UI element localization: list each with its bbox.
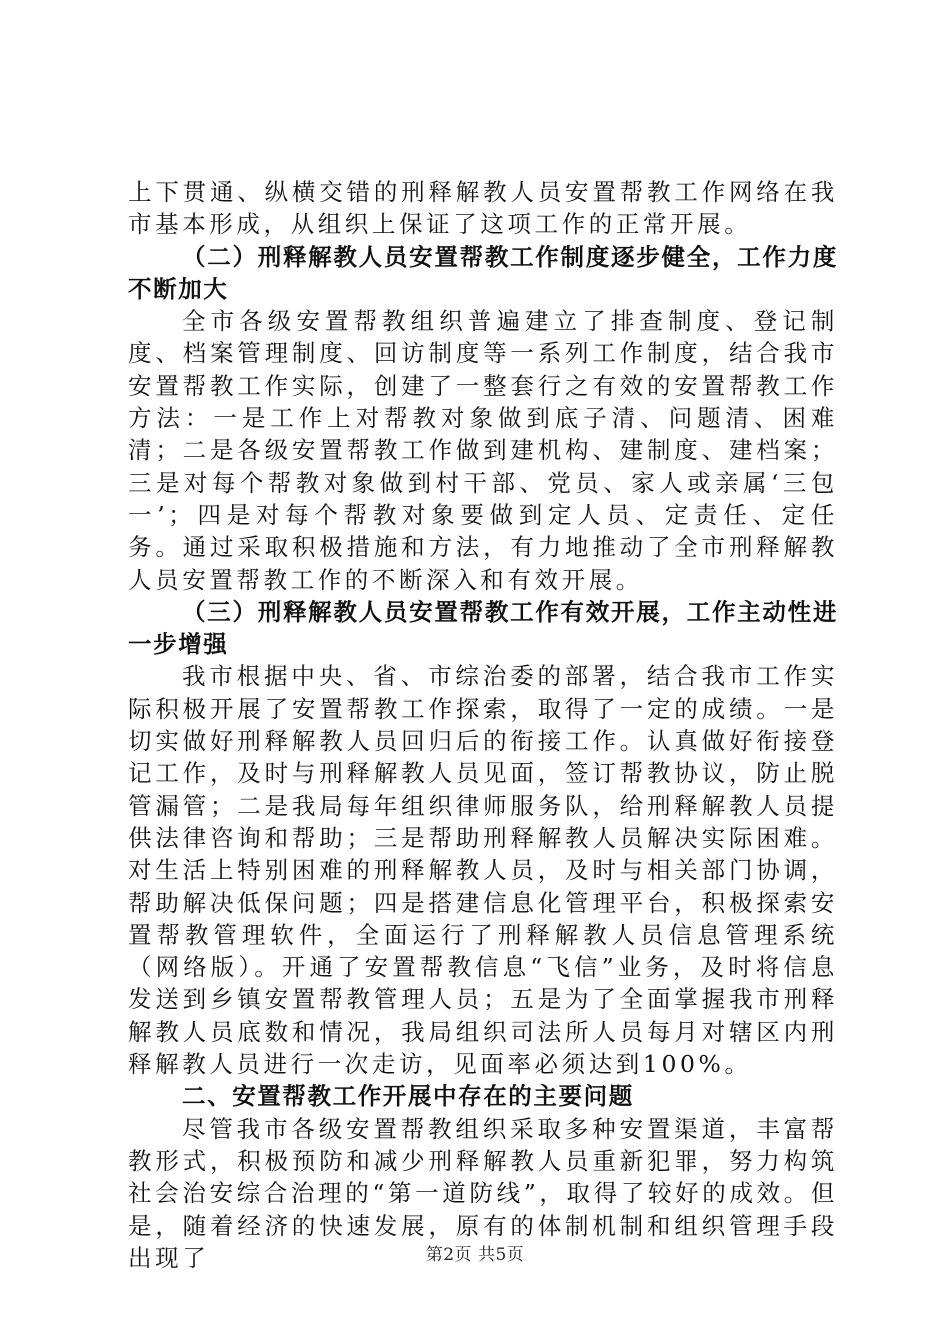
section-heading-2: （二）刑释解教人员安置帮教工作制度逐步健全，工作力度不断加大 (128, 242, 838, 303)
page-number-footer: 第2页 共5页 (425, 1245, 525, 1265)
paragraph-system-building: 全市各级安置帮教组织普遍建立了排查制度、登记制度、档案管理制度、回访制度等一系列工作制度，结合我市安置帮教工作实际，创建了一整套行之有效的安置帮教工作方法：一是工作上对帮教对象做到底子清、问题清、困难清；二是各级安置帮教工作做到建机构、建制度、建档案；三是对每个帮教对象做到村干部、党员、家人或亲属‘三包一’；四是对每个帮教对象要做到定人员、定责任、定任务。通过采取积极措施和方法，有力地推动了全市刑释解教人员安置帮教工作的不断深入和有效开展。 (128, 307, 838, 594)
document-body (128, 176, 838, 1274)
paragraph-continuation: 上下贯通、纵横交错的刑释解教人员安置帮教工作网络在我市基本形成，从组织上保证了这项工作的正常开展。 (128, 178, 838, 239)
paragraph-problems-intro: 尽管我市各级安置帮教组织采取多种安置渠道，丰富帮教形式，积极预防和减少刑释解教人员重新犯罪，努力构筑社会治安综合治理的“第一道防线”，取得了较好的成效。但是，随着经济的快速发展，原有的体制机制和组织管理手段出现了 (128, 1114, 838, 1272)
paragraph-work-progress: 我市根据中央、省、市综治委的部署，结合我市工作实际积极开展了安置帮教工作探索，取得了一定的成绩。一是切实做好刑释解教人员回归后的衔接工作。认真做好衔接登记工作，及时与刑释解教人员见面，签订帮教协议，防止脱管漏管；二是我局每年组织律师服务队，给刑释解教人员提供法律咨询和帮助；三是帮助刑释解教人员解决实际困难。对生活上特别困难的刑释解教人员，及时与相关部门协调，帮助解决低保问题；四是搭建信息化管理平台，积极探索安置帮教管理软件，全面运行了刑释解教人员信息管理系统（网络版）。开通了安置帮教信息“飞信”业务，及时将信息发送到乡镇安置帮教管理人员；五是为了全面掌握我市刑释解教人员底数和情况，我局组织司法所人员每月对辖区内刑释解教人员进行一次走访，见面率必须达到100%。 (128, 662, 838, 1079)
section-heading-3: （三）刑释解教人员安置帮教工作有效开展，工作主动性进一步增强 (128, 597, 838, 659)
section-heading-problems: 二、安置帮教工作开展中存在的主要问题 (182, 1082, 634, 1111)
